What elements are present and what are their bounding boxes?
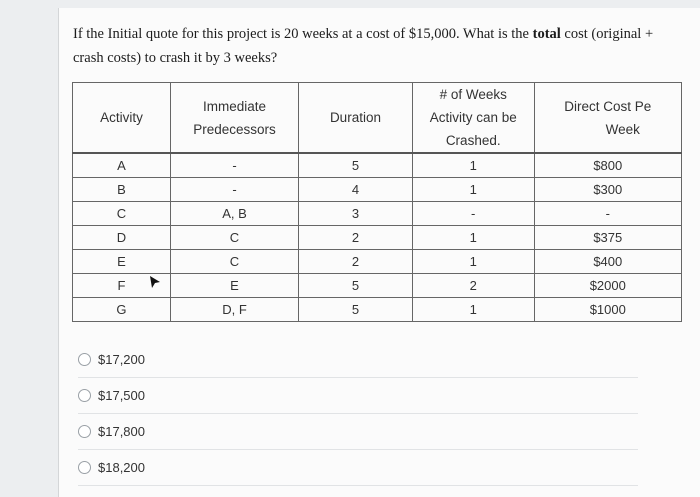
- cell-pred: -: [170, 178, 298, 202]
- answer-option[interactable]: [78, 450, 638, 486]
- header-pred-line1: Immediate: [202, 98, 267, 114]
- cell-pred: E: [170, 274, 298, 298]
- header-cost-line1: Direct Cost Pe: [564, 98, 652, 114]
- question-text-bold: total: [532, 26, 561, 42]
- table-row: [73, 274, 682, 298]
- cell-weeks: 1: [412, 298, 534, 322]
- cell-duration: 2: [299, 250, 413, 274]
- cell-weeks: 1: [412, 250, 534, 274]
- cell-cost: $375: [534, 226, 681, 250]
- radio-button-icon[interactable]: [78, 389, 91, 402]
- table-row: [73, 226, 682, 250]
- cell-activity: E: [73, 250, 171, 274]
- header-predecessors: [170, 83, 298, 154]
- cell-pred: -: [170, 153, 298, 178]
- cell-cost: $1000: [534, 298, 681, 322]
- table-row: [73, 178, 682, 202]
- table-row: [73, 153, 682, 178]
- radio-button-icon[interactable]: [78, 353, 91, 366]
- header-activity: Activity: [73, 83, 171, 154]
- cell-weeks: -: [412, 202, 534, 226]
- cell-pred: D, F: [170, 298, 298, 322]
- header-weeks-line2: Activity can be: [429, 110, 517, 125]
- question-text-part1: If the Initial quote for this project is 20 weeks at a cost of $15,000. What is the: [73, 26, 533, 42]
- cell-pred: A, B: [170, 202, 298, 226]
- cell-weeks: 2: [412, 274, 534, 298]
- cell-weeks: 1: [412, 226, 534, 250]
- cell-weeks: 1: [412, 153, 534, 178]
- answer-options: [78, 342, 638, 486]
- header-weeks-crashed: [412, 83, 534, 154]
- cell-duration: 5: [299, 298, 413, 322]
- cell-duration: 5: [299, 153, 413, 178]
- table-body: [73, 153, 682, 322]
- cell-cost: $300: [534, 178, 681, 202]
- header-duration: Duration: [299, 83, 413, 154]
- answer-option-label[interactable]: $17,800: [98, 424, 145, 439]
- table-row: [73, 250, 682, 274]
- cell-activity: B: [73, 178, 171, 202]
- cell-duration: 5: [299, 274, 413, 298]
- question-text-part2: cost (original + crash costs) to crash it by 3 weeks?: [73, 26, 654, 66]
- header-direct-cost: [534, 83, 681, 154]
- header-cost-line2: Week: [605, 121, 640, 137]
- answer-option-label[interactable]: $17,200: [98, 352, 145, 367]
- table-row: [73, 202, 682, 226]
- answer-option[interactable]: [78, 414, 638, 450]
- cell-cost: -: [534, 202, 681, 226]
- cell-cost: $800: [534, 153, 681, 178]
- cell-activity: D: [73, 226, 171, 250]
- cell-activity: C: [73, 202, 171, 226]
- table-header-row: [73, 83, 682, 154]
- radio-button-icon[interactable]: [78, 461, 91, 474]
- mouse-pointer-icon: [148, 275, 162, 289]
- answer-option-label[interactable]: $18,200: [98, 460, 145, 475]
- radio-button-icon[interactable]: [78, 425, 91, 438]
- cell-duration: 4: [299, 178, 413, 202]
- cell-activity: F: [73, 274, 171, 298]
- header-weeks-line3: Crashed.: [445, 133, 501, 148]
- cell-activity: A: [73, 153, 171, 178]
- header-pred-line2: Predecessors: [193, 121, 276, 137]
- question-text: [73, 22, 673, 70]
- answer-option[interactable]: [78, 342, 638, 378]
- cell-duration: 3: [299, 202, 413, 226]
- cell-weeks: 1: [412, 178, 534, 202]
- activity-table: [72, 82, 682, 322]
- answer-option-label[interactable]: $17,500: [98, 388, 145, 403]
- cell-cost: $400: [534, 250, 681, 274]
- cell-pred: C: [170, 226, 298, 250]
- table-row: [73, 298, 682, 322]
- cell-pred: C: [170, 250, 298, 274]
- header-weeks-line1: # of Weeks: [439, 87, 507, 102]
- cell-cost: $2000: [534, 274, 681, 298]
- cell-activity: G: [73, 298, 171, 322]
- cell-duration: 2: [299, 226, 413, 250]
- answer-option[interactable]: [78, 378, 638, 414]
